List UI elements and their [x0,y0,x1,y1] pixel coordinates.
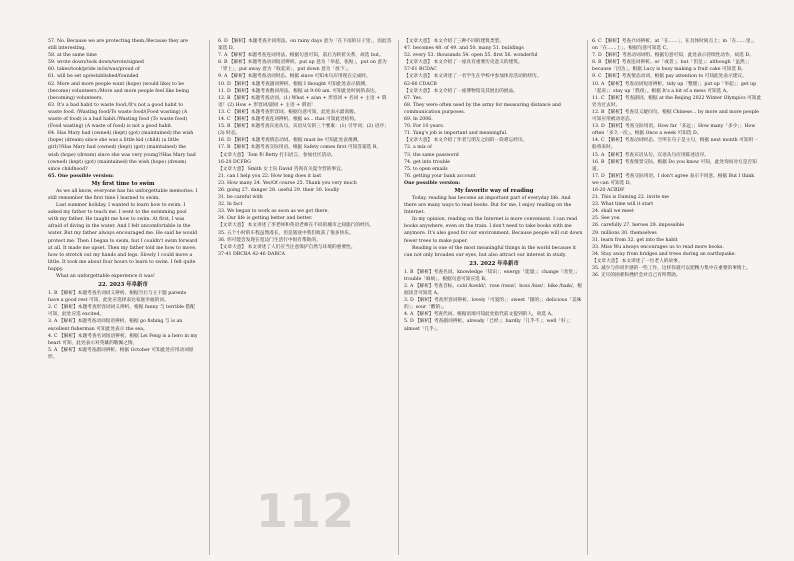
page-number: 112 [256,484,356,538]
answer-line: 68. They were often used by the army for measuring distance and communication purposes. [404,102,561,115]
answer-line: 7. D 【解析】考查动词词组。根据句意可知，此处表示持续性动作，故选 D。 [592,53,754,59]
answer-line: 32. In fact [218,202,243,208]
answer-line: 14. C 【解析】考查动词时态。空所在句子是主句，根据 next month 可知用一般将来时。 [592,138,758,151]
answer-line: 76. getting your bank account [404,173,476,179]
answer-line: 21. can I help you 22. How long does it last [218,173,322,179]
answer-line: 26. going 27. danger 28. useful 29. their 30. loudly [218,187,340,193]
answer-line: 29. millions 30. themselves [592,230,657,236]
answer-line: 59. wrote down/took down/wrote/signed [48,60,144,66]
answer-line: 36. 你可能会发现在宽边门生活行中很有帮助的。 [218,237,321,243]
essay-title: My first time to swim [91,180,155,187]
answer-line: 57-61 BCDAC [404,67,437,73]
answer-line: 63. It's a bad habit to waste food./It's not a good habit to waste food. /Wasting food/To waste food/(Food wasting) (A waste of food) is a bad habit./Wasting food (To waste food) (Food wasting) (A waste of food) is not a good habit. [48,102,188,130]
passage-summary: 【文章大意】 本文讲述了李老师和英语老师在不同的城市之间旅行的经历。 [218,223,375,229]
answer-line: 35. 减少与你同步感的一些工作，这样你就可以把精力集中在重要的事情上。 [592,266,751,271]
answer-line: 13. C 【解析】本题考查形容词。根据句意可知，此处表示最高级。 [218,109,359,115]
answer-line: 72. a mix of [404,145,432,151]
answer-line: 23. How many 24. Yes/Of course 25. Thank you very much [218,180,357,186]
answer-line: 73. the same password [404,152,459,158]
answer-line: 15. A 【解析】考查宾语从句。宾语从句应用陈述语序。 [592,152,709,158]
answer-line: 62. More and more people want (hope) (would like) to be (become) volunteers./More and more people feel like being (becoming) volunteers. [48,81,189,101]
answer-line: 34. Our life is getting better and better. [218,216,313,222]
answer-line: 7. A 【解析】本题考查连词用法。根据句意可知，前后为转折关系，故选 but。 [218,53,384,59]
answer-line: 【文章大意】 本文介绍了作者与朋友之间的一段难忘经历。 [404,138,528,144]
answer-line: 8. B 【解析】考查连词辨析。or「或者」；but「但是」；although「虽然」；because「因为」。根据 Lucy is busy making a fruit cake 可知选 B。 [592,60,752,73]
answer-line: 67. Yes. [404,95,423,101]
answer-line: 4. C 【解析】本题考查名词短语辨析。根据 Lei Feng is a hero in my heart 可知，此处表示对英雄的敬佩之情。 [48,333,198,346]
answer-line: 34. Stay away from bridges and trees during an earthquake. [592,251,736,257]
answer-line: 31. learn from 32. get into the habit [592,237,678,243]
answer-line: 60. takes/took/pride in/is/was/proud of [48,67,140,73]
column-1 [48,38,198,558]
answer-line: 12. B 【解析】考查反义疑问句。根据 Chinese... by more and more people 可知应用被动语态。 [592,109,759,123]
answer-line: 47. becomes 48. of 49. and 50. many 51. buildings [404,46,524,52]
column-divider [587,40,588,555]
answer-line: 9. A 【解析】本题考查动词时态。根据 since 可知本句应用现在完成时。 [218,74,371,80]
answer-line: 【文章大意】 本文介绍了一座博物馆及其展出的展品。 [404,88,518,94]
answer-line: 16. D 【解析】本题考查情态动词。根据 must be 可知此处表推测。 [218,138,363,144]
answer-line: 4. A 【解析】考查代词。根据语境可知此处指代前文提到的人，故选 A。 [404,312,556,318]
answer-line: 15. B 【解析】本题考查宾语从句。宾语从句的三个要素：(1) 引导词；(2) 语序；(3) 时态。 [218,124,389,137]
answer-line: 23. What time will it start [592,202,654,208]
answer-line: 16-20 DCFBG [218,159,251,165]
answer-line: 16-20 ACBDF [592,187,625,193]
answer-line: 75. to open emails [404,166,448,172]
answer-line: 8. B 【解析】本题考查动词短语辨析。put up 意为「举起，张贴」，put on 意为「穿上」，put away 意为「收起来」，put down 意为「放下」。 [218,60,387,73]
answer-line: 74. get into trouble [404,159,451,165]
section-heading: 23. 2022 年阜新市 [469,260,519,267]
column-divider [209,40,210,555]
answer-line: 17. B 【解析】本题考查交际用语。根据 Safety comes first 可知答案选 B。 [218,145,381,151]
answer-line: 【文章大意】 本文讲述了一名学生在学校中参加体育活动的经历。 [404,74,542,80]
column-2 [218,38,394,558]
answer-line: 37-41 DBCBA 42-46 DABCA [218,251,285,257]
answer-line: 1. B 【解析】本题考查名词词义辨析。根据空后与主干题 parents have a good rest 可知，此处应选择表达家庭幸福的词。 [48,291,187,304]
answer-line: 62-66 CDACB [404,81,437,87]
answer-line: 5. A 【解析】本题考查副词辨析。根据 October 可知此处应用动词原形。 [48,347,194,360]
answer-line: 6. C 【解析】考查介词辨析。at「在……」，在具体时间点上；in「在……里」，on「在……上」。根据句意可知选 C。 [592,39,758,52]
answer-line: 13. D 【解析】考查交际用语。How far「多远」；How many「多少」；How often「多久一次」。根据 Once a week 可知选 D。 [592,124,756,137]
answer-line: 【文章大意】 本文介绍了一座具有重要历史意义的建筑。 [404,60,523,66]
answer-line: 69. In 2006. [404,117,433,123]
answer-line: 12. B 【解析】本题考查动词。(1) What + a/an + 形容词 + 名词 + 主语 + 谓语！(2) How + 形容词/副词 + 主语 + 谓语！ [218,95,387,108]
answer-line: 11. C 【解析】考查副词。根据 at the Beijing 2022 Winter Olympics 可知此处为过去时。 [592,95,762,108]
essay-paragraph: Last summer holiday, I wanted to learn how to swim. I asked my father to teach me. I went to the swimming pool with my father. He taught me how to swim. At first, I was afraid of diving in the water. And I felt uncomfortable in the water. But my father always encouraged me. He said he would protect me. Then I began to swim, but I couldn't swim forward at all. It made me upset. Then my father told me how to move, how to stretch out my hands and legs. Slowly I could move a little. It took me about four hours to learn to swim. I felt quite happy. [48,203,198,272]
column-3 [404,38,584,558]
essay-paragraph: What an unforgettable experience it was! [56,274,155,279]
answer-line: 2. C 【解析】本题考查形容词词义辨析。根据 funny 与 terrible 搭配可知，此处应选 excited。 [48,305,195,318]
answer-line: 3. A 【解析】本题考查动词短语辨析。根据 go fishing 与 is an excellent fisherman 可知此处表示 the sea。 [48,319,183,332]
answer-line: 10. D 【解析】本题考查副词辨析。根据 I thought 可知此处表示猜测。 [218,81,370,87]
answer-line: 35. 五个小时的车程虽然漫长，但是旅途中我们收获了很多快乐。 [218,230,354,236]
answer-line: 64. Has Mary had (owned) (kept) (got) (maintained) the wish (hope) (dream) since she was a little kid (child) (a little girl)?/Has Mary had (owned) (kept) (got) (maintained) the wish (hope) (dream) since she was very young?/Has Mary had (owned) (kept) (got) (maintained) the wish (hope) (dream) since childhood? [48,131,196,172]
answer-line: 25. See you [592,216,620,222]
answer-line: 65. One possible version: [48,173,114,179]
answer-line: 70. For 10 years. [404,124,445,130]
answer-line: 3. D 【解析】考查形容词辨析。lovely「可爱的」；sweet「甜的」；delicious「美味的」；sour「酸的」。 [404,298,582,311]
answer-line: 36. 无尽的困难和挫折会对自己有所帮助。 [592,273,681,279]
passage-summary: 【文章大意】 本文讲述了人们应当注意保护自然与环境的重要性。 [218,244,356,250]
answer-line: 31. be careful with [218,195,263,201]
answer-line: 21. This is Daming 22. invite me [592,195,669,201]
answer-line: 1. B 【解析】考查名词。knowledge「知识」；energy「能量」；change「改变」；trouble「麻烦」。根据句意可知应选 B。 [404,269,580,282]
answer-line: 71. Yang's job is important and meaningful. [404,131,508,137]
answer-line: 58. at the same time [48,53,97,59]
answer-line: 17. D 【解析】考查交际用语。I don't agree 表示不同意。根据 But I think we can 可知选 D。 [592,173,755,186]
answer-line: 61. will be set up/established/founded [48,74,139,80]
answer-line: 33. We began to work as soon as we got there. [218,209,329,215]
essay-paragraph: Today, reading has become an important part of everyday life. And there are many ways to read books. But for me, I enjoy reading on the Internet. [404,195,572,216]
answer-line: 6. D 【解析】本题考查介词用法。on rainy days 意为「在下雨的日子里」，因此答案选 D。 [218,39,392,52]
answer-line: 5. D 【解析】考查副词辨析。already「已经」；hardly「几乎不」；well「好」；almost「几乎」。 [404,319,573,332]
answer-line: 52. every 53. thousands 54. open 55. first 56. wonderful [404,53,538,59]
essay-intro: One possible version: [404,180,461,186]
column-divider [398,40,399,555]
answer-line: 9. C 【解析】考查情态动词。根据 pay attention to 可知此处表示建议。 [592,74,747,80]
answer-line: 14. C 【解析】本题考查连词辨析。根据 so... that 可知此处结构。 [218,117,359,123]
essay-paragraph: As we all know, everyone has his unforgettable memories. I still remember the first time I learned to swim. [48,188,198,201]
passage-summary: 【文章大意】 Smith 女士向 David 咨询有关夏令营的事宜。 [218,166,346,172]
answer-line: 【文章大意】 本文介绍了三种不同的建筑类型。 [404,39,504,44]
essay-paragraph: In my opinion, reading on the Internet is more convenient. I can read books anywhere, even on the train. I don't need to take books with me anymore. It's also good for our environment. Because people will cut down fewer trees to make paper. [404,217,583,244]
answer-line: 16. B 【解析】考查情景交际。根据 Do you know 可知，此处询问对方是否知道。 [592,159,757,172]
column-4 [592,38,762,558]
passage-summary: 【文章大意】 本文讲述了一位老人的故事。 [592,258,683,264]
answer-line: 33. Miss Wu always encourages us to read more books. [592,244,724,250]
answer-line: 11. D 【解析】本题考查数词用法。根据 at 9:00 am. 可知此处时间的表达。 [218,88,380,94]
essay-paragraph: Reading is one of the most meaningful things in the world because it can not only broaden our eyes, but also attract our interest in study. [404,245,576,258]
answer-line: 26. carefully 27. heroes 28. impossible [592,223,685,229]
answer-line: 10. A 【解析】考查动词短语辨析。tidy up「整理」；put up「举起」；get up「起床」；stay up「熬夜」。根据 It's a bit of a mess 可知选 A。 [592,81,757,94]
section-heading: 22. 2023 年阜新市 [98,282,148,289]
essay-title: My favorite way of reading [454,187,534,194]
passage-summary: 【文章大意】 Tom 和 Betty 打扫语言，参加社区活动。 [218,152,336,158]
answer-line: 24. shall we meet [592,209,634,215]
answer-line: 2. A 【解析】考查音标。cold /kəʊld/；rose /rəʊz/；boss /bɒs/；bike /baɪk/。根据读音可知选 A。 [404,284,582,297]
answer-line: 57. No. Because we are protecting them./Because they are still interesting. [48,39,189,52]
